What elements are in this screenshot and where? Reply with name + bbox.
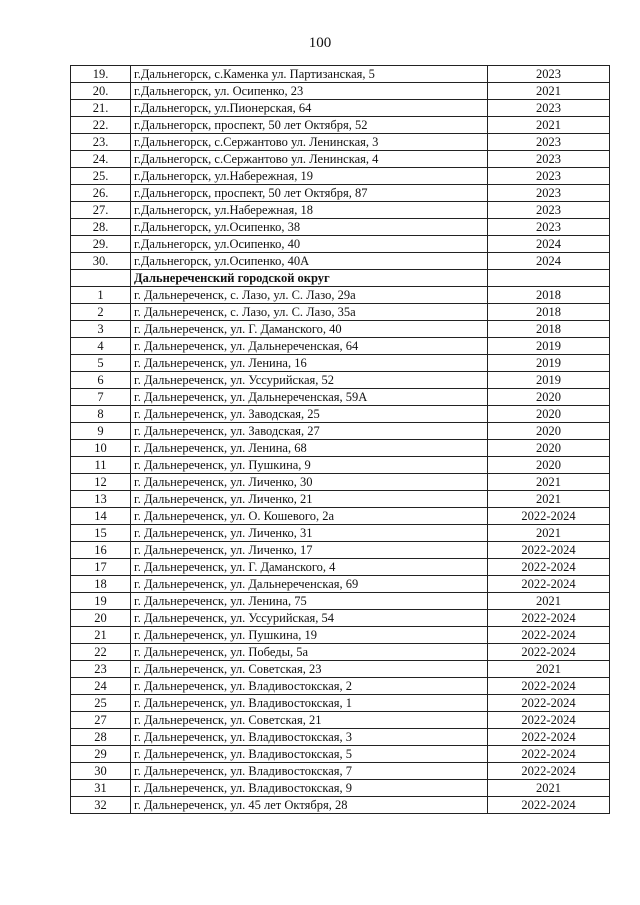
address-cell: г.Дальнегорск, ул.Осипенко, 40 (131, 236, 488, 253)
table-row (71, 457, 610, 474)
row-number: 28 (71, 729, 131, 746)
year-cell: 2020 (488, 440, 610, 457)
table-row (71, 525, 610, 542)
year-cell: 2020 (488, 389, 610, 406)
address-cell: г. Дальнереченск, ул. Советская, 23 (131, 661, 488, 678)
year-cell: 2022-2024 (488, 678, 610, 695)
row-number: 27. (71, 202, 131, 219)
table-row (71, 780, 610, 797)
year-cell: 2022-2024 (488, 627, 610, 644)
year-cell: 2022-2024 (488, 712, 610, 729)
address-cell: г. Дальнереченск, ул. О. Кошевого, 2а (131, 508, 488, 525)
year-cell: 2022-2024 (488, 729, 610, 746)
row-number: 29. (71, 236, 131, 253)
address-cell: г.Дальнегорск, проспект, 50 лет Октября, 87 (131, 185, 488, 202)
table-row (71, 695, 610, 712)
address-cell: г.Дальнегорск, ул.Осипенко, 38 (131, 219, 488, 236)
year-cell: 2022-2024 (488, 508, 610, 525)
year-cell: 2018 (488, 287, 610, 304)
row-number: 23. (71, 134, 131, 151)
year-cell: 2020 (488, 406, 610, 423)
section-year-cell (488, 270, 610, 287)
table-row (71, 219, 610, 236)
address-cell: г. Дальнереченск, ул. Советская, 21 (131, 712, 488, 729)
row-number: 21. (71, 100, 131, 117)
year-cell: 2022-2024 (488, 797, 610, 814)
address-cell: г. Дальнереченск, ул. Заводская, 27 (131, 423, 488, 440)
row-number: 18 (71, 576, 131, 593)
table-row (71, 355, 610, 372)
year-cell: 2024 (488, 236, 610, 253)
table-row (71, 644, 610, 661)
row-number: 12 (71, 474, 131, 491)
year-cell: 2023 (488, 134, 610, 151)
row-number: 19 (71, 593, 131, 610)
year-cell: 2022-2024 (488, 542, 610, 559)
housing-table (70, 65, 610, 814)
table-row (71, 372, 610, 389)
address-cell: г. Дальнереченск, ул. Ленина, 68 (131, 440, 488, 457)
table-row (71, 321, 610, 338)
address-cell: г. Дальнереченск, ул. Победы, 5а (131, 644, 488, 661)
row-number: 28. (71, 219, 131, 236)
table-row (71, 83, 610, 100)
table-row (71, 423, 610, 440)
address-cell: г.Дальнегорск, ул.Пионерская, 64 (131, 100, 488, 117)
table-row (71, 389, 610, 406)
row-number: 24 (71, 678, 131, 695)
row-number: 17 (71, 559, 131, 576)
table-row (71, 661, 610, 678)
row-number: 13 (71, 491, 131, 508)
address-cell: г. Дальнереченск, ул. Личенко, 31 (131, 525, 488, 542)
row-number: 2 (71, 304, 131, 321)
year-cell: 2022-2024 (488, 610, 610, 627)
row-number: 8 (71, 406, 131, 423)
address-cell: г. Дальнереченск, ул. Владивостокская, 3 (131, 729, 488, 746)
row-number: 27 (71, 712, 131, 729)
row-number: 19. (71, 66, 131, 83)
table-row (71, 117, 610, 134)
row-number: 25. (71, 168, 131, 185)
year-cell: 2021 (488, 525, 610, 542)
table-row (71, 66, 610, 83)
year-cell: 2023 (488, 185, 610, 202)
year-cell: 2021 (488, 117, 610, 134)
year-cell: 2021 (488, 661, 610, 678)
year-cell: 2023 (488, 168, 610, 185)
year-cell: 2022-2024 (488, 644, 610, 661)
address-cell: г. Дальнереченск, ул. Личенко, 30 (131, 474, 488, 491)
table-row (71, 729, 610, 746)
address-cell: г. Дальнереченск, ул. Дальнереченская, 69 (131, 576, 488, 593)
year-cell: 2022-2024 (488, 746, 610, 763)
table-row (71, 491, 610, 508)
address-cell: г. Дальнереченск, ул. Уссурийская, 54 (131, 610, 488, 627)
table-row (71, 627, 610, 644)
year-cell: 2022-2024 (488, 559, 610, 576)
address-cell: г. Дальнереченск, ул. Дальнереченская, 64 (131, 338, 488, 355)
address-cell: г. Дальнереченск, ул. Г. Даманского, 40 (131, 321, 488, 338)
row-number: 24. (71, 151, 131, 168)
table-row (71, 168, 610, 185)
address-cell: г. Дальнереченск, ул. Владивостокская, 5 (131, 746, 488, 763)
address-cell: г. Дальнереченск, ул. Ленина, 16 (131, 355, 488, 372)
row-number: 6 (71, 372, 131, 389)
year-cell: 2022-2024 (488, 695, 610, 712)
year-cell: 2022-2024 (488, 763, 610, 780)
table-row (71, 474, 610, 491)
row-number: 22. (71, 117, 131, 134)
row-number: 5 (71, 355, 131, 372)
year-cell: 2020 (488, 457, 610, 474)
table-row (71, 559, 610, 576)
address-cell: г. Дальнереченск, ул. Заводская, 25 (131, 406, 488, 423)
table-row (71, 304, 610, 321)
address-cell: г. Дальнереченск, с. Лазо, ул. С. Лазо, 35а (131, 304, 488, 321)
table-row (71, 440, 610, 457)
year-cell: 2024 (488, 253, 610, 270)
table-row (71, 593, 610, 610)
year-cell: 2021 (488, 83, 610, 100)
table-row (71, 151, 610, 168)
table-row (71, 338, 610, 355)
table-row (71, 712, 610, 729)
address-cell: г. Дальнереченск, ул. Владивостокская, 7 (131, 763, 488, 780)
year-cell: 2023 (488, 219, 610, 236)
year-cell: 2021 (488, 780, 610, 797)
table-row (71, 134, 610, 151)
table-row (71, 100, 610, 117)
table-row (71, 678, 610, 695)
table-row (71, 185, 610, 202)
address-cell: г.Дальнегорск, с.Сержантово ул. Ленинская, 3 (131, 134, 488, 151)
table-row (71, 542, 610, 559)
year-cell: 2018 (488, 304, 610, 321)
row-number: 25 (71, 695, 131, 712)
year-cell: 2020 (488, 423, 610, 440)
year-cell: 2023 (488, 100, 610, 117)
row-number: 20. (71, 83, 131, 100)
table-row (71, 236, 610, 253)
row-number: 32 (71, 797, 131, 814)
row-number: 1 (71, 287, 131, 304)
row-number: 15 (71, 525, 131, 542)
table-row (71, 202, 610, 219)
row-number: 4 (71, 338, 131, 355)
row-number: 23 (71, 661, 131, 678)
year-cell: 2023 (488, 202, 610, 219)
address-cell: г. Дальнереченск, ул. 45 лет Октября, 28 (131, 797, 488, 814)
year-cell: 2021 (488, 474, 610, 491)
address-cell: г. Дальнереченск, ул. Уссурийская, 52 (131, 372, 488, 389)
row-number: 26. (71, 185, 131, 202)
row-number: 9 (71, 423, 131, 440)
address-cell: г.Дальнегорск, ул.Набережная, 19 (131, 168, 488, 185)
section-title: Дальнереченский городской округ (131, 270, 488, 287)
address-cell: г. Дальнереченск, с. Лазо, ул. С. Лазо, 29а (131, 287, 488, 304)
year-cell: 2019 (488, 372, 610, 389)
row-number: 20 (71, 610, 131, 627)
address-cell: г. Дальнереченск, ул. Дальнереченская, 59А (131, 389, 488, 406)
table-row (71, 797, 610, 814)
year-cell: 2018 (488, 321, 610, 338)
year-cell: 2019 (488, 355, 610, 372)
table-row (71, 406, 610, 423)
row-number: 21 (71, 627, 131, 644)
year-cell: 2023 (488, 151, 610, 168)
row-number: 22 (71, 644, 131, 661)
address-cell: г. Дальнереченск, ул. Личенко, 21 (131, 491, 488, 508)
address-cell: г. Дальнереченск, ул. Владивостокская, 2 (131, 678, 488, 695)
address-cell: г.Дальнегорск, ул.Набережная, 18 (131, 202, 488, 219)
row-number: 29 (71, 746, 131, 763)
year-cell: 2021 (488, 593, 610, 610)
row-number: 14 (71, 508, 131, 525)
table-row (71, 763, 610, 780)
year-cell: 2019 (488, 338, 610, 355)
table-row (71, 287, 610, 304)
row-number: 30 (71, 763, 131, 780)
table-row (71, 253, 610, 270)
address-cell: г. Дальнереченск, ул. Г. Даманского, 4 (131, 559, 488, 576)
address-cell: г.Дальнегорск, с.Каменка ул. Партизанская, 5 (131, 66, 488, 83)
year-cell: 2022-2024 (488, 576, 610, 593)
table-row (71, 508, 610, 525)
table-row (71, 610, 610, 627)
address-cell: г. Дальнереченск, ул. Пушкина, 19 (131, 627, 488, 644)
row-number: 7 (71, 389, 131, 406)
table-row (71, 576, 610, 593)
address-cell: г. Дальнереченск, ул. Личенко, 17 (131, 542, 488, 559)
row-number: 30. (71, 253, 131, 270)
address-cell: г.Дальнегорск, с.Сержантово ул. Ленинская, 4 (131, 151, 488, 168)
year-cell: 2021 (488, 491, 610, 508)
year-cell: 2023 (488, 66, 610, 83)
address-cell: г.Дальнегорск, ул.Осипенко, 40А (131, 253, 488, 270)
address-cell: г.Дальнегорск, проспект, 50 лет Октября, 52 (131, 117, 488, 134)
row-number: 16 (71, 542, 131, 559)
table-row (71, 746, 610, 763)
address-cell: г. Дальнереченск, ул. Владивостокская, 9 (131, 780, 488, 797)
section-header-row (71, 270, 610, 287)
address-cell: г. Дальнереченск, ул. Ленина, 75 (131, 593, 488, 610)
table-body (71, 66, 610, 814)
row-number: 11 (71, 457, 131, 474)
address-cell: г.Дальнегорск, ул. Осипенко, 23 (131, 83, 488, 100)
row-number: 10 (71, 440, 131, 457)
page-number: 100 (308, 35, 332, 51)
section-number-cell (71, 270, 131, 287)
address-cell: г. Дальнереченск, ул. Владивостокская, 1 (131, 695, 488, 712)
row-number: 31 (71, 780, 131, 797)
address-cell: г. Дальнереченск, ул. Пушкина, 9 (131, 457, 488, 474)
row-number: 3 (71, 321, 131, 338)
